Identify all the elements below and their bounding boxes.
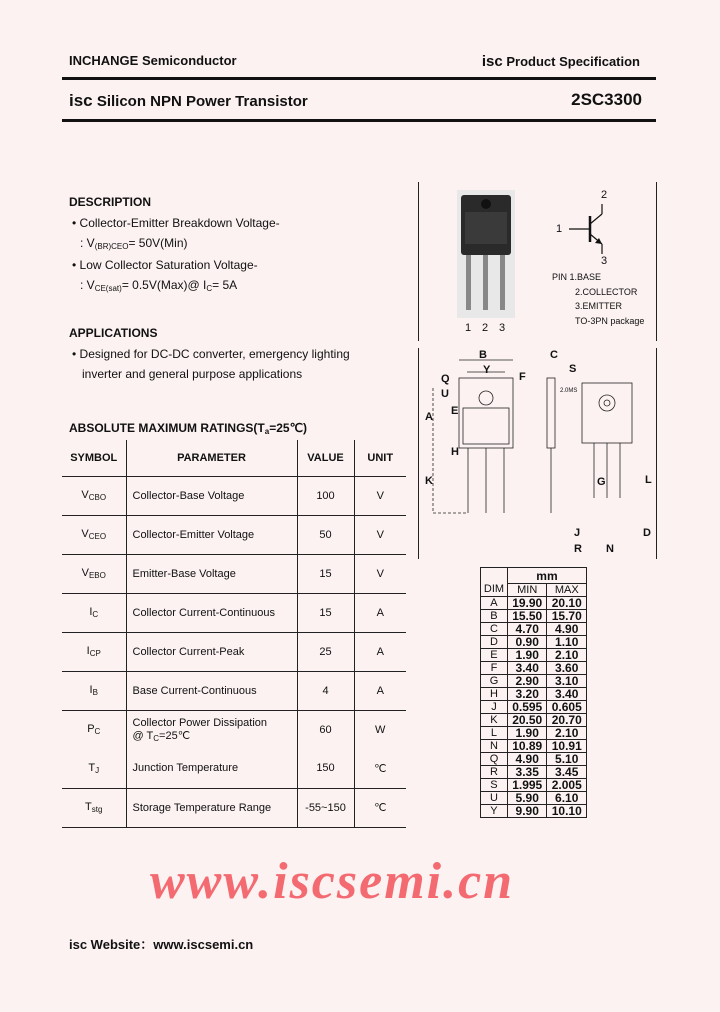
table-row <box>481 597 587 610</box>
table-row <box>62 593 406 632</box>
unit-cell: W <box>354 710 406 749</box>
header-rule <box>62 77 656 80</box>
dim-label: K <box>425 475 433 487</box>
value-cell: 60 <box>297 710 354 749</box>
table-row <box>62 515 406 554</box>
symbol-cell: $V_{CBO}$ <box>62 476 126 515</box>
pin-label: 1 <box>465 322 472 334</box>
applications-heading: APPLICATIONS <box>69 326 158 340</box>
symbol-cell: $V_{EBO}$ <box>62 554 126 593</box>
dim-cell: K <box>481 714 508 727</box>
column-header: MAX <box>547 584 587 597</box>
unit-cell: A <box>354 632 406 671</box>
description-value: : $V_{CE(sat)}=$ 0.5V(Max)@ $I_C= 5A$ <box>80 277 238 293</box>
dim-label: C <box>550 349 558 361</box>
spec-text: Product Specification <box>506 54 640 69</box>
pin-label: 2 <box>482 322 489 334</box>
max-cell: 3.10 <box>547 675 587 688</box>
table-row <box>481 636 587 649</box>
parameter-cell: Base Current-Continuous <box>126 671 297 710</box>
max-cell: 2.10 <box>547 727 587 740</box>
pin-line: 3.EMITTER <box>575 301 623 311</box>
symbol-cell: $T_{stg}$ <box>62 788 126 827</box>
dim-note: 2.0MS <box>560 388 578 394</box>
min-cell: 2.90 <box>507 675 547 688</box>
table-row <box>481 714 587 727</box>
table-header-row <box>62 440 406 476</box>
parameter-cell: Collector-Base Voltage <box>126 476 297 515</box>
dim-label: S <box>569 363 577 375</box>
table-row <box>481 649 587 662</box>
unit-cell: A <box>354 671 406 710</box>
pin-line: PIN 1.BASE <box>552 272 602 282</box>
min-cell: 1.995 <box>507 779 547 792</box>
table-row <box>481 779 587 792</box>
transistor-photo <box>457 190 517 318</box>
ratings-table <box>62 440 406 828</box>
min-cell: 0.90 <box>507 636 547 649</box>
min-cell: 10.89 <box>507 740 547 753</box>
dim-cell: Q <box>481 753 508 766</box>
table-row <box>62 710 406 749</box>
dim-cell: J <box>481 701 508 714</box>
dim-cell: B <box>481 610 508 623</box>
description-value: : $V_{(BR)CEO}= 50V(Min)$ <box>80 235 188 251</box>
dim-label: F <box>519 371 526 383</box>
max-cell: 20.10 <box>547 597 587 610</box>
table-row <box>481 792 587 805</box>
symbol-cell: $P_C$ <box>87 723 101 737</box>
symbol-cell: $I_C$ <box>62 593 126 632</box>
unit-cell: ℃ <box>354 749 406 788</box>
max-cell: 3.45 <box>547 766 587 779</box>
min-cell: 3.35 <box>507 766 547 779</box>
watermark: www.iscsemi.cn <box>150 853 515 910</box>
table-row <box>481 766 587 779</box>
max-cell: 3.40 <box>547 688 587 701</box>
dim-header: DIM <box>481 568 508 597</box>
value-cell: 150 <box>297 749 354 788</box>
unit-cell: V <box>354 476 406 515</box>
dim-cell: S <box>481 779 508 792</box>
value-cell: 25 <box>297 632 354 671</box>
min-cell: 19.90 <box>507 597 547 610</box>
package-name: TO-3PN package <box>575 315 645 326</box>
dim-cell: U <box>481 792 508 805</box>
min-cell: 1.90 <box>507 727 547 740</box>
dim-label: L <box>645 474 652 486</box>
dim-label: H <box>451 446 459 458</box>
pin-label: 1 <box>556 223 563 235</box>
min-cell: 5.90 <box>507 792 547 805</box>
value-cell: 100 <box>297 476 354 515</box>
value-cell: 15 <box>297 554 354 593</box>
table-row <box>481 740 587 753</box>
dim-cell: F <box>481 662 508 675</box>
dim-label: U <box>441 388 449 400</box>
unit-cell: V <box>354 515 406 554</box>
doc-title <box>69 91 308 111</box>
dim-cell: D <box>481 636 508 649</box>
min-cell: 9.90 <box>507 805 547 818</box>
table-row <box>481 675 587 688</box>
table-row <box>62 749 406 788</box>
value-cell: 15 <box>297 593 354 632</box>
column-header: UNIT <box>354 440 406 476</box>
min-cell: 20.50 <box>507 714 547 727</box>
min-cell: 4.70 <box>507 623 547 636</box>
dim-label: B <box>479 349 487 361</box>
title-rule <box>62 119 656 122</box>
symbol-cell: $I_{CP}$ <box>62 632 126 671</box>
max-cell: 5.10 <box>547 753 587 766</box>
min-cell: 1.90 <box>507 649 547 662</box>
footer <box>69 934 253 953</box>
dim-cell: C <box>481 623 508 636</box>
package-box <box>418 182 657 341</box>
value-cell: 4 <box>297 671 354 710</box>
description-item: • Collector-Emitter Breakdown Voltage- <box>72 216 280 230</box>
ratings-heading: ABSOLUTE MAXIMUM $RATINGS(T_a=25℃)$ <box>69 421 308 436</box>
pin-line: 2.COLLECTOR <box>575 286 638 297</box>
max-cell: 15.70 <box>547 610 587 623</box>
table-row <box>481 753 587 766</box>
column-header: PARAMETER <box>126 440 297 476</box>
parameter-cell: Storage Temperature Range <box>126 788 297 827</box>
min-cell: 0.595 <box>507 701 547 714</box>
parameter-cell: Collector Current-Peak <box>126 632 297 671</box>
table-row <box>62 476 406 515</box>
pin-label: 3 <box>499 322 506 334</box>
max-cell: 2.10 <box>547 649 587 662</box>
description-item: • Low Collector Saturation Voltage- <box>72 258 258 272</box>
column-header: VALUE <box>297 440 354 476</box>
dim-cell: Y <box>481 805 508 818</box>
table-row <box>481 701 587 714</box>
max-cell: 10.91 <box>547 740 587 753</box>
parameter-cell: Emitter-Base Voltage <box>126 554 297 593</box>
unit-header: mm <box>507 568 586 584</box>
table-row <box>62 632 406 671</box>
company-name: INCHANGE Semiconductor <box>69 53 237 68</box>
max-cell: 1.10 <box>547 636 587 649</box>
description-heading: DESCRIPTION <box>69 195 152 209</box>
dimensions-table <box>480 567 587 818</box>
dim-label: D <box>643 527 651 539</box>
table-row <box>481 623 587 636</box>
dim-label: J <box>574 527 581 539</box>
isc-logo-text: isc <box>481 53 503 70</box>
value-cell: 50 <box>297 515 354 554</box>
symbol-cell: $I_B$ <box>62 671 126 710</box>
dim-cell: L <box>481 727 508 740</box>
outline-drawing-box <box>418 348 657 559</box>
dim-cell: E <box>481 649 508 662</box>
footer-label: isc Website： <box>69 937 154 952</box>
table-row <box>62 671 406 710</box>
dim-label: E <box>451 405 459 417</box>
applications-item: • Designed for DC-DC converter, emergency lighting <box>72 347 350 361</box>
description-list <box>72 214 280 298</box>
symbol-cell: $V_{CEO}$ <box>62 515 126 554</box>
isc-logo-text: isc <box>69 91 93 110</box>
max-cell: 3.60 <box>547 662 587 675</box>
applications-item-cont: inverter and general purpose applications <box>82 366 303 381</box>
part-number: 2SC3300 <box>571 90 642 109</box>
table-row <box>62 788 406 827</box>
max-cell: 4.90 <box>547 623 587 636</box>
table-row <box>481 610 587 623</box>
min-cell: 3.40 <box>507 662 547 675</box>
max-cell: 0.605 <box>547 701 587 714</box>
parameter-cell: Collector Power Dissipation @ $T_C=25℃$ <box>126 710 297 749</box>
table-row <box>481 688 587 701</box>
min-cell: 3.20 <box>507 688 547 701</box>
dim-cell: A <box>481 597 508 610</box>
column-header: MIN <box>507 584 547 597</box>
dim-cell: G <box>481 675 508 688</box>
unit-cell: ℃ <box>354 788 406 827</box>
pin-label: 2 <box>601 189 608 201</box>
dim-label: N <box>606 543 614 555</box>
pin-assignment <box>552 270 644 328</box>
unit-cell: V <box>354 554 406 593</box>
parameter-cell: Collector-Emitter Voltage <box>126 515 297 554</box>
max-cell: 2.005 <box>547 779 587 792</box>
max-cell: 20.70 <box>547 714 587 727</box>
npn-symbol-icon <box>564 196 634 266</box>
dim-label: Y <box>483 364 491 376</box>
dim-label: Q <box>441 373 450 385</box>
dim-label: R <box>574 543 582 555</box>
dim-label: G <box>597 476 606 488</box>
table-row <box>481 662 587 675</box>
table-row <box>62 554 406 593</box>
table-row <box>481 727 587 740</box>
max-cell: 10.10 <box>547 805 587 818</box>
website-link[interactable]: www.iscsemi.cn <box>153 937 254 952</box>
parameter-cell: Junction Temperature <box>126 749 297 788</box>
dim-cell: H <box>481 688 508 701</box>
dim-cell: N <box>481 740 508 753</box>
value-cell: -55~150 <box>297 788 354 827</box>
title-text: Silicon NPN Power Transistor <box>96 93 308 110</box>
symbol-cell: $T_J$ <box>62 749 126 788</box>
unit-cell: A <box>354 593 406 632</box>
max-cell: 6.10 <box>547 792 587 805</box>
column-header: SYMBOL <box>62 440 126 476</box>
parameter-cell: Collector Current-Continuous <box>126 593 297 632</box>
dim-cell: R <box>481 766 508 779</box>
pin-label: 3 <box>601 255 608 267</box>
min-cell: 4.90 <box>507 753 547 766</box>
table-row <box>481 805 587 818</box>
dim-label: A <box>425 411 433 423</box>
min-cell: 15.50 <box>507 610 547 623</box>
spec-label <box>482 53 640 70</box>
applications-list <box>72 345 350 384</box>
